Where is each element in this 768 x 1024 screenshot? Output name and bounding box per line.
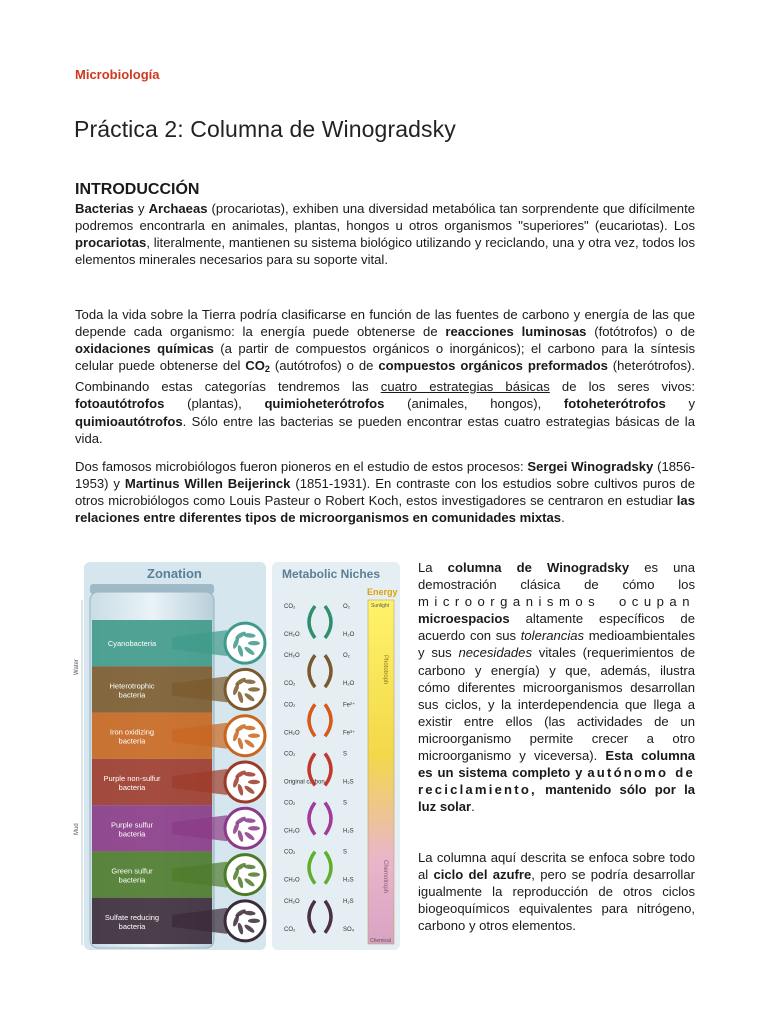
niche-right-top: S bbox=[343, 849, 348, 856]
layer-label: Purple sulfur bbox=[110, 820, 154, 830]
subject-label: Microbiología bbox=[75, 67, 160, 82]
layer-label-2: bacteria bbox=[118, 736, 146, 746]
layer-label-2: bacteria bbox=[118, 829, 146, 839]
layer-label: Heterotrophic bbox=[109, 681, 155, 691]
niche-right-top: H₂S bbox=[343, 898, 354, 905]
side-paragraph-1: La columna de Winogradsky es una demostración clásica de cómo los microorganismos ocupan microespacios altamente específicos de acuerdo con sus tolerancias medioambientales y sus necesidades vitales (requerimientos de carbono y energía) y que, además, ilustra cómo diferentes microorganismos desarrollan sus ciclos, y la interdependencia que llega a existir entre ellos (las actividades de un microorganismo permite crecer a otro microorganismo y viceversa). Esta columna es un sistema completo y autónomo de reciclamiento, mantenido sólo por la luz solar. bbox=[418, 560, 696, 815]
niche-right-bottom: SO₄ bbox=[343, 926, 355, 933]
microbe-cell bbox=[248, 919, 260, 923]
mud-label: Mud bbox=[74, 823, 80, 835]
niche-right-top: O₂ bbox=[343, 604, 350, 610]
winogradsky-figure bbox=[62, 560, 402, 952]
niche-left-bottom: CH₂O bbox=[284, 877, 300, 884]
niche-right-bottom: H₂S bbox=[343, 828, 354, 835]
water-label: Water bbox=[74, 659, 80, 675]
niche-left-top: CO₂ bbox=[284, 604, 296, 610]
layer-label-2: bacteria bbox=[118, 875, 146, 885]
niche-left-top: CO₂ bbox=[284, 751, 296, 758]
niche-right-top: S bbox=[343, 751, 348, 758]
energy-label: Energy bbox=[367, 587, 398, 597]
niche-left-bottom: CH₂O bbox=[284, 632, 300, 638]
niche-left-top: CH₂O bbox=[284, 898, 300, 905]
paragraph-3: Dos famosos microbiólogos fueron pioneros en el estudio de estos procesos: Sergei Winogradsky (1856- 1953) y Martinus Willen Beijerinck (1851-1931). En contraste con los estudios sobre cultivos puros de otros microbiólogos como Louis Pasteur o Robert Koch, estos investigadores se centraron en estudiar las relaciones entre diferentes tipos de microorganismos en comunidades mixtas. bbox=[75, 459, 695, 526]
page-title: Práctica 2: Columna de Winogradsky bbox=[74, 116, 456, 142]
niche-left-bottom: CH₂O bbox=[284, 730, 300, 737]
energy-bar bbox=[368, 600, 394, 944]
niches-title: Metabolic Niches bbox=[282, 567, 381, 581]
microbe-cell bbox=[248, 687, 260, 691]
niche-right-top: S bbox=[343, 800, 348, 807]
niche-left-top: CO₂ bbox=[284, 849, 296, 856]
layer-label-2: bacteria bbox=[118, 690, 146, 700]
layer-label-2: bacteria bbox=[118, 783, 146, 792]
microbe-cell bbox=[248, 734, 260, 738]
niche-right-bottom: H₂S bbox=[343, 779, 354, 786]
niche-right-top: O₂ bbox=[343, 653, 350, 660]
microbe-cell bbox=[248, 826, 260, 830]
niche-right-bottom: Fe³⁺ bbox=[343, 730, 356, 737]
sunlight-label: Sunlight bbox=[371, 603, 390, 609]
zonation-title: Zonation bbox=[147, 566, 202, 581]
phototroph-label: Phototroph bbox=[382, 655, 388, 685]
layer-label: Iron oxidizing bbox=[109, 727, 155, 737]
section-heading: INTRODUCCIÓN bbox=[75, 181, 200, 198]
layer-label: Green sulfur bbox=[111, 866, 153, 876]
layer-label: Sulfate reducing bbox=[104, 912, 160, 922]
niche-left-bottom: CO₂ bbox=[284, 926, 296, 933]
chemical-label: Chemical bbox=[370, 938, 391, 944]
layer-label: Cyanobacteria bbox=[107, 639, 157, 649]
niche-right-bottom: H₂O bbox=[343, 681, 355, 688]
niche-left-bottom: CH₂O bbox=[284, 828, 300, 835]
microbe-cell bbox=[248, 641, 260, 645]
niche-left-top: CH₂O bbox=[284, 653, 300, 660]
side-paragraph-2: La columna aquí descrita se enfoca sobre todo al ciclo del azufre, pero se podría desarrollar igualmente la reproducción de otros ciclos biogeoquímicos equivalentes para nitrógeno, carbono y otros elementos. bbox=[418, 850, 695, 934]
niche-left-top: CO₂ bbox=[284, 800, 296, 807]
microbe-cell bbox=[248, 780, 260, 784]
niche-right-bottom: H₂S bbox=[343, 877, 354, 884]
paragraph-2: Toda la vida sobre la Tierra podría clasificarse en función de las fuentes de carbono y energía de las que depende cada organismo: la energía puede obtenerse de reacciones luminosas (fotótrofos) o de oxidaciones químicas (a partir de compuestos orgánicos o inorgánicos); el carbono para la síntesis celular puede obtenerse del $CO_2$ (autótrofos) o de compuestos orgánicos preformados (heterótrofos). Combinando estas categorías tendremos las cuatro estrategias básicas de los seres vivos: fotoautótrofos (plantas), quimioheterótrofos (animales, hongos), fotoheterótrofos y quimioautótrofos. Sólo entre las bacterias se pueden encontrar estas cuatro estrategias básicas de la vida. bbox=[75, 307, 696, 446]
chemotroph-label: Chemotroph bbox=[382, 860, 388, 894]
layer-label-2: bacteria bbox=[118, 921, 146, 931]
niche-right-top: Fe²⁺ bbox=[343, 702, 356, 709]
paragraph-1: Bacterias y Archaeas (procariotas), exhiben una diversidad metabólica tan sorprendente que difícilmente podremos encontrarla en animales, plantas, hongos u otros organismos "superiores" (eucariotas). Los procariotas, literalmente, mantienen su sistema biológico utilizando y reciclando, una y otra vez, todos los elementos minerales necesarios para su soporte vital. bbox=[75, 201, 695, 268]
layer-label: Purple non-sulfur bbox=[103, 774, 161, 783]
niche-left-bottom: CO₂ bbox=[284, 681, 296, 688]
niche-left-top: CO₂ bbox=[284, 702, 296, 709]
niche-left-bottom: Original carbon bbox=[284, 779, 325, 786]
niche-right-bottom: H₂O bbox=[343, 632, 355, 638]
microbe-cell bbox=[248, 872, 260, 876]
